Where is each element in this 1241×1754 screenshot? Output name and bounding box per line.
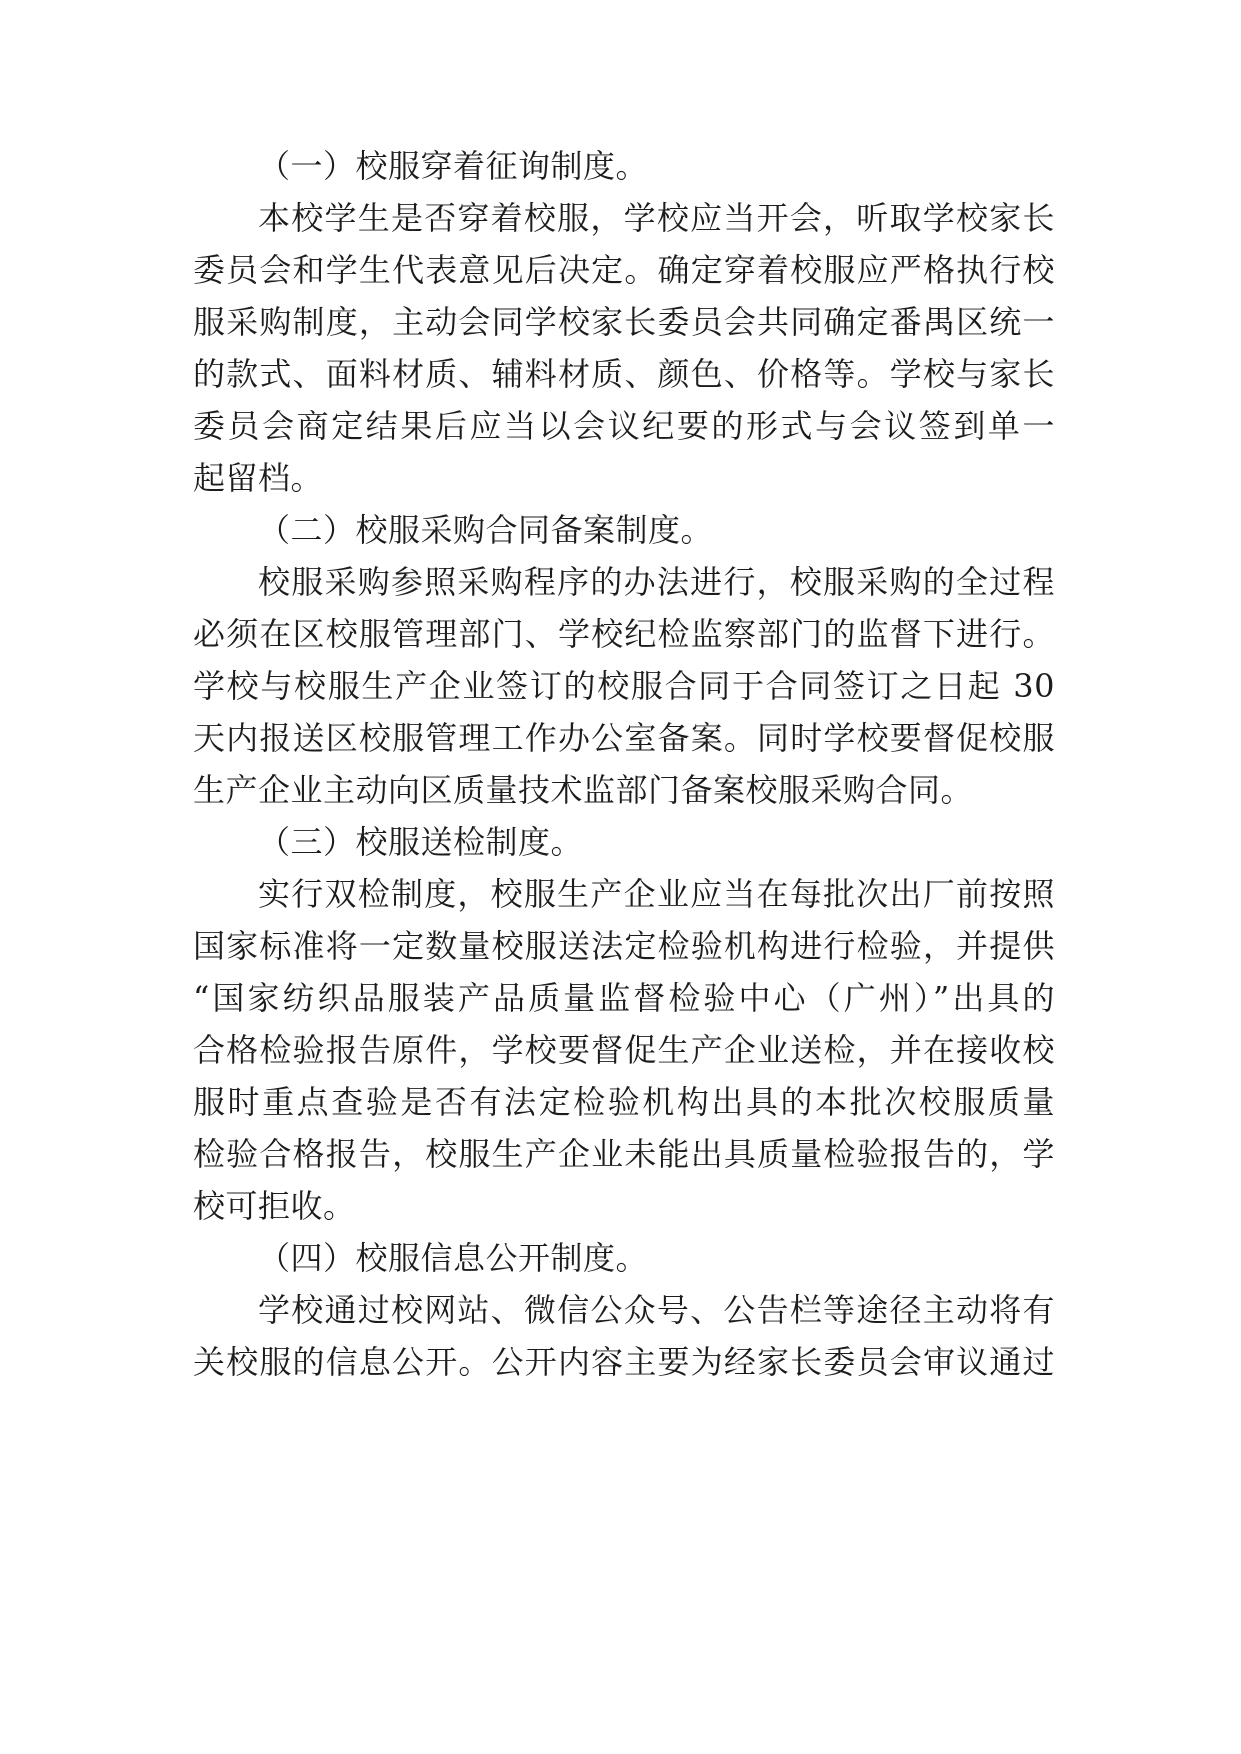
paragraph-line: 实行双检制度，校服生产企业应当在每批次出厂前按照 <box>258 875 1055 913</box>
paragraph-line: 服时重点查验是否有法定检验机构出具的本批次校服质量 <box>193 1083 1055 1121</box>
paragraph-line: 服采购制度，主动会同学校家长委员会共同确定番禺区统一 <box>193 303 1055 341</box>
paragraph-line: 合格检验报告原件，学校要督促生产企业送检，并在接收校 <box>193 1031 1055 1069</box>
paragraph-line: 学校与校服生产企业签订的校服合同于合同签订之日起 30 <box>193 667 1055 705</box>
paragraph-line: 校服采购参照采购程序的办法进行，校服采购的全过程 <box>258 563 1055 601</box>
paragraph-line: 校可拒收。 <box>193 1187 356 1225</box>
paragraph-line: 检验合格报告，校服生产企业未能出具质量检验报告的，学 <box>193 1135 1055 1173</box>
paragraph-line: 委员会和学生代表意见后决定。确定穿着校服应严格执行校 <box>193 251 1055 289</box>
section-heading-2: （二）校服采购合同备案制度。 <box>258 511 714 549</box>
section-heading-3: （三）校服送检制度。 <box>258 823 584 861</box>
paragraph-line: 本校学生是否穿着校服，学校应当开会，听取学校家长 <box>258 199 1055 237</box>
section-heading-1: （一）校服穿着征询制度。 <box>258 147 649 185</box>
paragraph-line: 关校服的信息公开。公开内容主要为经家长委员会审议通过 <box>193 1343 1055 1381</box>
paragraph-line: 学校通过校网站、微信公众号、公告栏等途径主动将有 <box>258 1291 1055 1329</box>
paragraph-line: 天内报送区校服管理工作办公室备案。同时学校要督促校服 <box>193 719 1055 757</box>
paragraph-line: 委员会商定结果后应当以会议纪要的形式与会议签到单一 <box>193 407 1055 445</box>
section-heading-4: （四）校服信息公开制度。 <box>258 1239 649 1277</box>
paragraph-line: 国家标准将一定数量校服送法定检验机构进行检验，并提供 <box>193 927 1055 965</box>
paragraph-line: 起留档。 <box>193 459 324 497</box>
paragraph-line: 必须在区校服管理部门、学校纪检监察部门的监督下进行。 <box>193 615 1055 653</box>
paragraph-line: 生产企业主动向区质量技术监部门备案校服采购合同。 <box>193 771 974 809</box>
paragraph-line: 的款式、面料材质、辅料材质、颜色、价格等。学校与家长 <box>193 355 1055 393</box>
paragraph-line: “国家纺织品服装产品质量监督检验中心（广州）”出具的 <box>193 979 1055 1017</box>
